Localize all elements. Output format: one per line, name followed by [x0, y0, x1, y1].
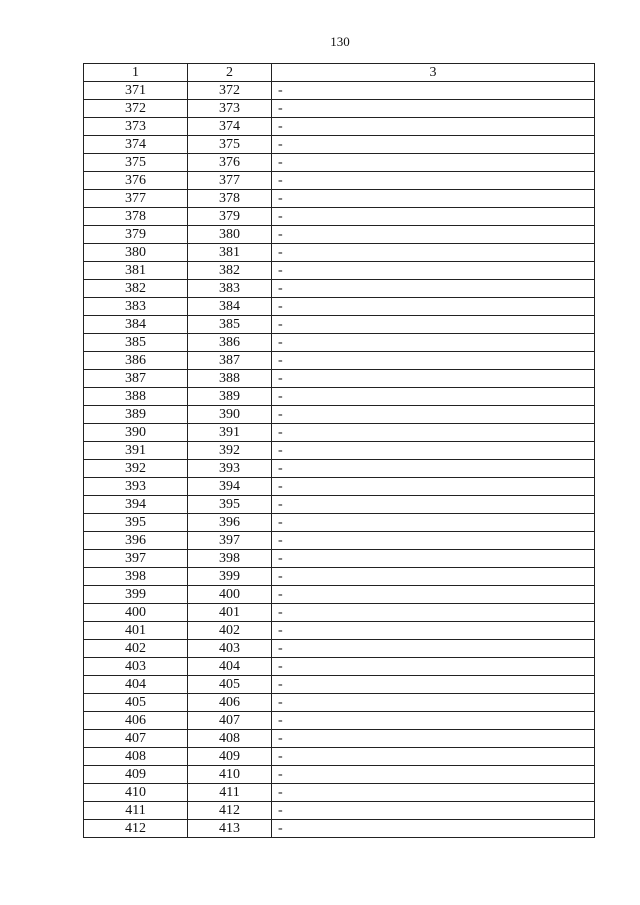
table-row — [84, 316, 595, 334]
table-cell-col-1: 397 — [84, 550, 188, 568]
table-cell-col-3: - — [272, 82, 595, 100]
table-row — [84, 172, 595, 190]
table-row — [84, 622, 595, 640]
table-cell-col-1: 405 — [84, 694, 188, 712]
table-row — [84, 424, 595, 442]
table-cell-col-2: 410 — [188, 766, 272, 784]
table-cell-col-1: 406 — [84, 712, 188, 730]
table-cell-col-1: 411 — [84, 802, 188, 820]
table-cell-col-2: 400 — [188, 586, 272, 604]
table-cell-col-3: - — [272, 496, 595, 514]
table-cell-col-3: - — [272, 280, 595, 298]
table-row — [84, 568, 595, 586]
table-cell-col-1: 399 — [84, 586, 188, 604]
table-cell-col-3: - — [272, 370, 595, 388]
table-cell-col-3: - — [272, 514, 595, 532]
table-row — [84, 190, 595, 208]
table-cell-col-3: - — [272, 298, 595, 316]
table-row — [84, 406, 595, 424]
table-cell-col-2: 377 — [188, 172, 272, 190]
table-row — [84, 478, 595, 496]
table-cell-col-1: 410 — [84, 784, 188, 802]
table-cell-col-2: 392 — [188, 442, 272, 460]
table-row — [84, 280, 595, 298]
table-cell-col-1: 379 — [84, 226, 188, 244]
table-row — [84, 586, 595, 604]
table-cell-col-3: - — [272, 460, 595, 478]
table-cell-col-2: 401 — [188, 604, 272, 622]
table-cell-col-3: - — [272, 442, 595, 460]
table-cell-col-1: 371 — [84, 82, 188, 100]
table-cell-col-1: 387 — [84, 370, 188, 388]
table-cell-col-3: - — [272, 136, 595, 154]
table-row — [84, 82, 595, 100]
table-cell-col-1: 389 — [84, 406, 188, 424]
table-cell-col-1: 385 — [84, 334, 188, 352]
table-row — [84, 118, 595, 136]
table-cell-col-2: 390 — [188, 406, 272, 424]
table-cell-col-2: 378 — [188, 190, 272, 208]
table-row — [84, 658, 595, 676]
page-number: 130 — [330, 34, 350, 49]
table-cell-col-3: - — [272, 802, 595, 820]
table-row — [84, 208, 595, 226]
table-cell-col-3: - — [272, 766, 595, 784]
column-header-2: 2 — [188, 64, 272, 82]
table-cell-col-3: - — [272, 316, 595, 334]
table-cell-col-3: - — [272, 748, 595, 766]
table-cell-col-2: 411 — [188, 784, 272, 802]
table-row — [84, 262, 595, 280]
table-cell-col-3: - — [272, 244, 595, 262]
table-cell-col-2: 381 — [188, 244, 272, 262]
table-row — [84, 532, 595, 550]
table-cell-col-1: 384 — [84, 316, 188, 334]
table-cell-col-2: 386 — [188, 334, 272, 352]
table-cell-col-2: 379 — [188, 208, 272, 226]
table-cell-col-2: 403 — [188, 640, 272, 658]
table-cell-col-3: - — [272, 334, 595, 352]
table-cell-col-3: - — [272, 820, 595, 838]
table-cell-col-3: - — [272, 550, 595, 568]
table-cell-col-1: 375 — [84, 154, 188, 172]
table-cell-col-3: - — [272, 586, 595, 604]
table-cell-col-1: 377 — [84, 190, 188, 208]
table-cell-col-2: 399 — [188, 568, 272, 586]
data-table — [83, 63, 595, 838]
table-cell-col-2: 388 — [188, 370, 272, 388]
table-cell-col-1: 393 — [84, 478, 188, 496]
table-cell-col-2: 374 — [188, 118, 272, 136]
table-cell-col-1: 412 — [84, 820, 188, 838]
table-cell-col-1: 402 — [84, 640, 188, 658]
table-cell-col-3: - — [272, 172, 595, 190]
column-header-3: 3 — [272, 64, 595, 82]
table-cell-col-1: 398 — [84, 568, 188, 586]
table-row — [84, 496, 595, 514]
table-cell-col-3: - — [272, 478, 595, 496]
table-cell-col-1: 388 — [84, 388, 188, 406]
table-cell-col-1: 390 — [84, 424, 188, 442]
table-cell-col-2: 402 — [188, 622, 272, 640]
table-cell-col-1: 380 — [84, 244, 188, 262]
table-cell-col-2: 405 — [188, 676, 272, 694]
table-cell-col-2: 409 — [188, 748, 272, 766]
table-cell-col-1: 381 — [84, 262, 188, 280]
table-cell-col-2: 397 — [188, 532, 272, 550]
table-cell-col-3: - — [272, 226, 595, 244]
table-cell-col-1: 395 — [84, 514, 188, 532]
table-cell-col-2: 391 — [188, 424, 272, 442]
table-cell-col-3: - — [272, 694, 595, 712]
table-row — [84, 694, 595, 712]
table-row — [84, 460, 595, 478]
table-cell-col-2: 373 — [188, 100, 272, 118]
table-cell-col-1: 391 — [84, 442, 188, 460]
table-cell-col-1: 396 — [84, 532, 188, 550]
table-cell-col-3: - — [272, 406, 595, 424]
table-cell-col-2: 382 — [188, 262, 272, 280]
table-cell-col-2: 395 — [188, 496, 272, 514]
table-cell-col-3: - — [272, 604, 595, 622]
table-cell-col-3: - — [272, 154, 595, 172]
table-cell-col-1: 403 — [84, 658, 188, 676]
table-row — [84, 820, 595, 838]
table-row — [84, 802, 595, 820]
table-row — [84, 550, 595, 568]
table-cell-col-3: - — [272, 100, 595, 118]
table-cell-col-3: - — [272, 712, 595, 730]
table-cell-col-2: 396 — [188, 514, 272, 532]
table-row — [84, 352, 595, 370]
table-cell-col-2: 372 — [188, 82, 272, 100]
table-cell-col-1: 401 — [84, 622, 188, 640]
table-cell-col-2: 412 — [188, 802, 272, 820]
table-cell-col-3: - — [272, 676, 595, 694]
table-cell-col-1: 372 — [84, 100, 188, 118]
table-row — [84, 514, 595, 532]
table-cell-col-2: 398 — [188, 550, 272, 568]
table-cell-col-1: 409 — [84, 766, 188, 784]
table-row — [84, 748, 595, 766]
table-cell-col-1: 376 — [84, 172, 188, 190]
table-cell-col-3: - — [272, 784, 595, 802]
table-cell-col-2: 385 — [188, 316, 272, 334]
table-row — [84, 388, 595, 406]
table-cell-col-3: - — [272, 208, 595, 226]
table-cell-col-1: 382 — [84, 280, 188, 298]
table-cell-col-2: 389 — [188, 388, 272, 406]
table-row — [84, 676, 595, 694]
table-cell-col-3: - — [272, 640, 595, 658]
table-cell-col-2: 375 — [188, 136, 272, 154]
table-cell-col-1: 373 — [84, 118, 188, 136]
table-cell-col-1: 378 — [84, 208, 188, 226]
table-cell-col-3: - — [272, 118, 595, 136]
table-cell-col-2: 413 — [188, 820, 272, 838]
table-cell-col-2: 383 — [188, 280, 272, 298]
table-row — [84, 784, 595, 802]
table-row — [84, 298, 595, 316]
table-row — [84, 442, 595, 460]
table-cell-col-1: 400 — [84, 604, 188, 622]
table-cell-col-2: 394 — [188, 478, 272, 496]
table-cell-col-3: - — [272, 262, 595, 280]
table-cell-col-2: 384 — [188, 298, 272, 316]
column-header-1: 1 — [84, 64, 188, 82]
table-cell-col-2: 408 — [188, 730, 272, 748]
table-cell-col-1: 404 — [84, 676, 188, 694]
table-body — [84, 82, 595, 838]
table-header-row — [84, 64, 595, 82]
table-row — [84, 136, 595, 154]
table-row — [84, 712, 595, 730]
table-cell-col-1: 386 — [84, 352, 188, 370]
table-cell-col-3: - — [272, 568, 595, 586]
table-cell-col-2: 393 — [188, 460, 272, 478]
table-cell-col-2: 404 — [188, 658, 272, 676]
table-row — [84, 154, 595, 172]
table-cell-col-2: 380 — [188, 226, 272, 244]
table-cell-col-1: 394 — [84, 496, 188, 514]
table-cell-col-1: 392 — [84, 460, 188, 478]
table-cell-col-3: - — [272, 388, 595, 406]
table-cell-col-2: 407 — [188, 712, 272, 730]
table-row — [84, 226, 595, 244]
table-cell-col-3: - — [272, 532, 595, 550]
table-row — [84, 604, 595, 622]
table-cell-col-3: - — [272, 352, 595, 370]
table-cell-col-1: 408 — [84, 748, 188, 766]
table-row — [84, 730, 595, 748]
table-row — [84, 244, 595, 262]
table-row — [84, 640, 595, 658]
table-cell-col-3: - — [272, 622, 595, 640]
table-row — [84, 100, 595, 118]
table-cell-col-3: - — [272, 424, 595, 442]
table-cell-col-1: 407 — [84, 730, 188, 748]
table-cell-col-3: - — [272, 730, 595, 748]
table-cell-col-2: 406 — [188, 694, 272, 712]
table-cell-col-3: - — [272, 190, 595, 208]
table-cell-col-2: 376 — [188, 154, 272, 172]
table-cell-col-1: 374 — [84, 136, 188, 154]
table-cell-col-1: 383 — [84, 298, 188, 316]
table-cell-col-3: - — [272, 658, 595, 676]
table-row — [84, 370, 595, 388]
table-row — [84, 334, 595, 352]
table-cell-col-2: 387 — [188, 352, 272, 370]
table-row — [84, 766, 595, 784]
